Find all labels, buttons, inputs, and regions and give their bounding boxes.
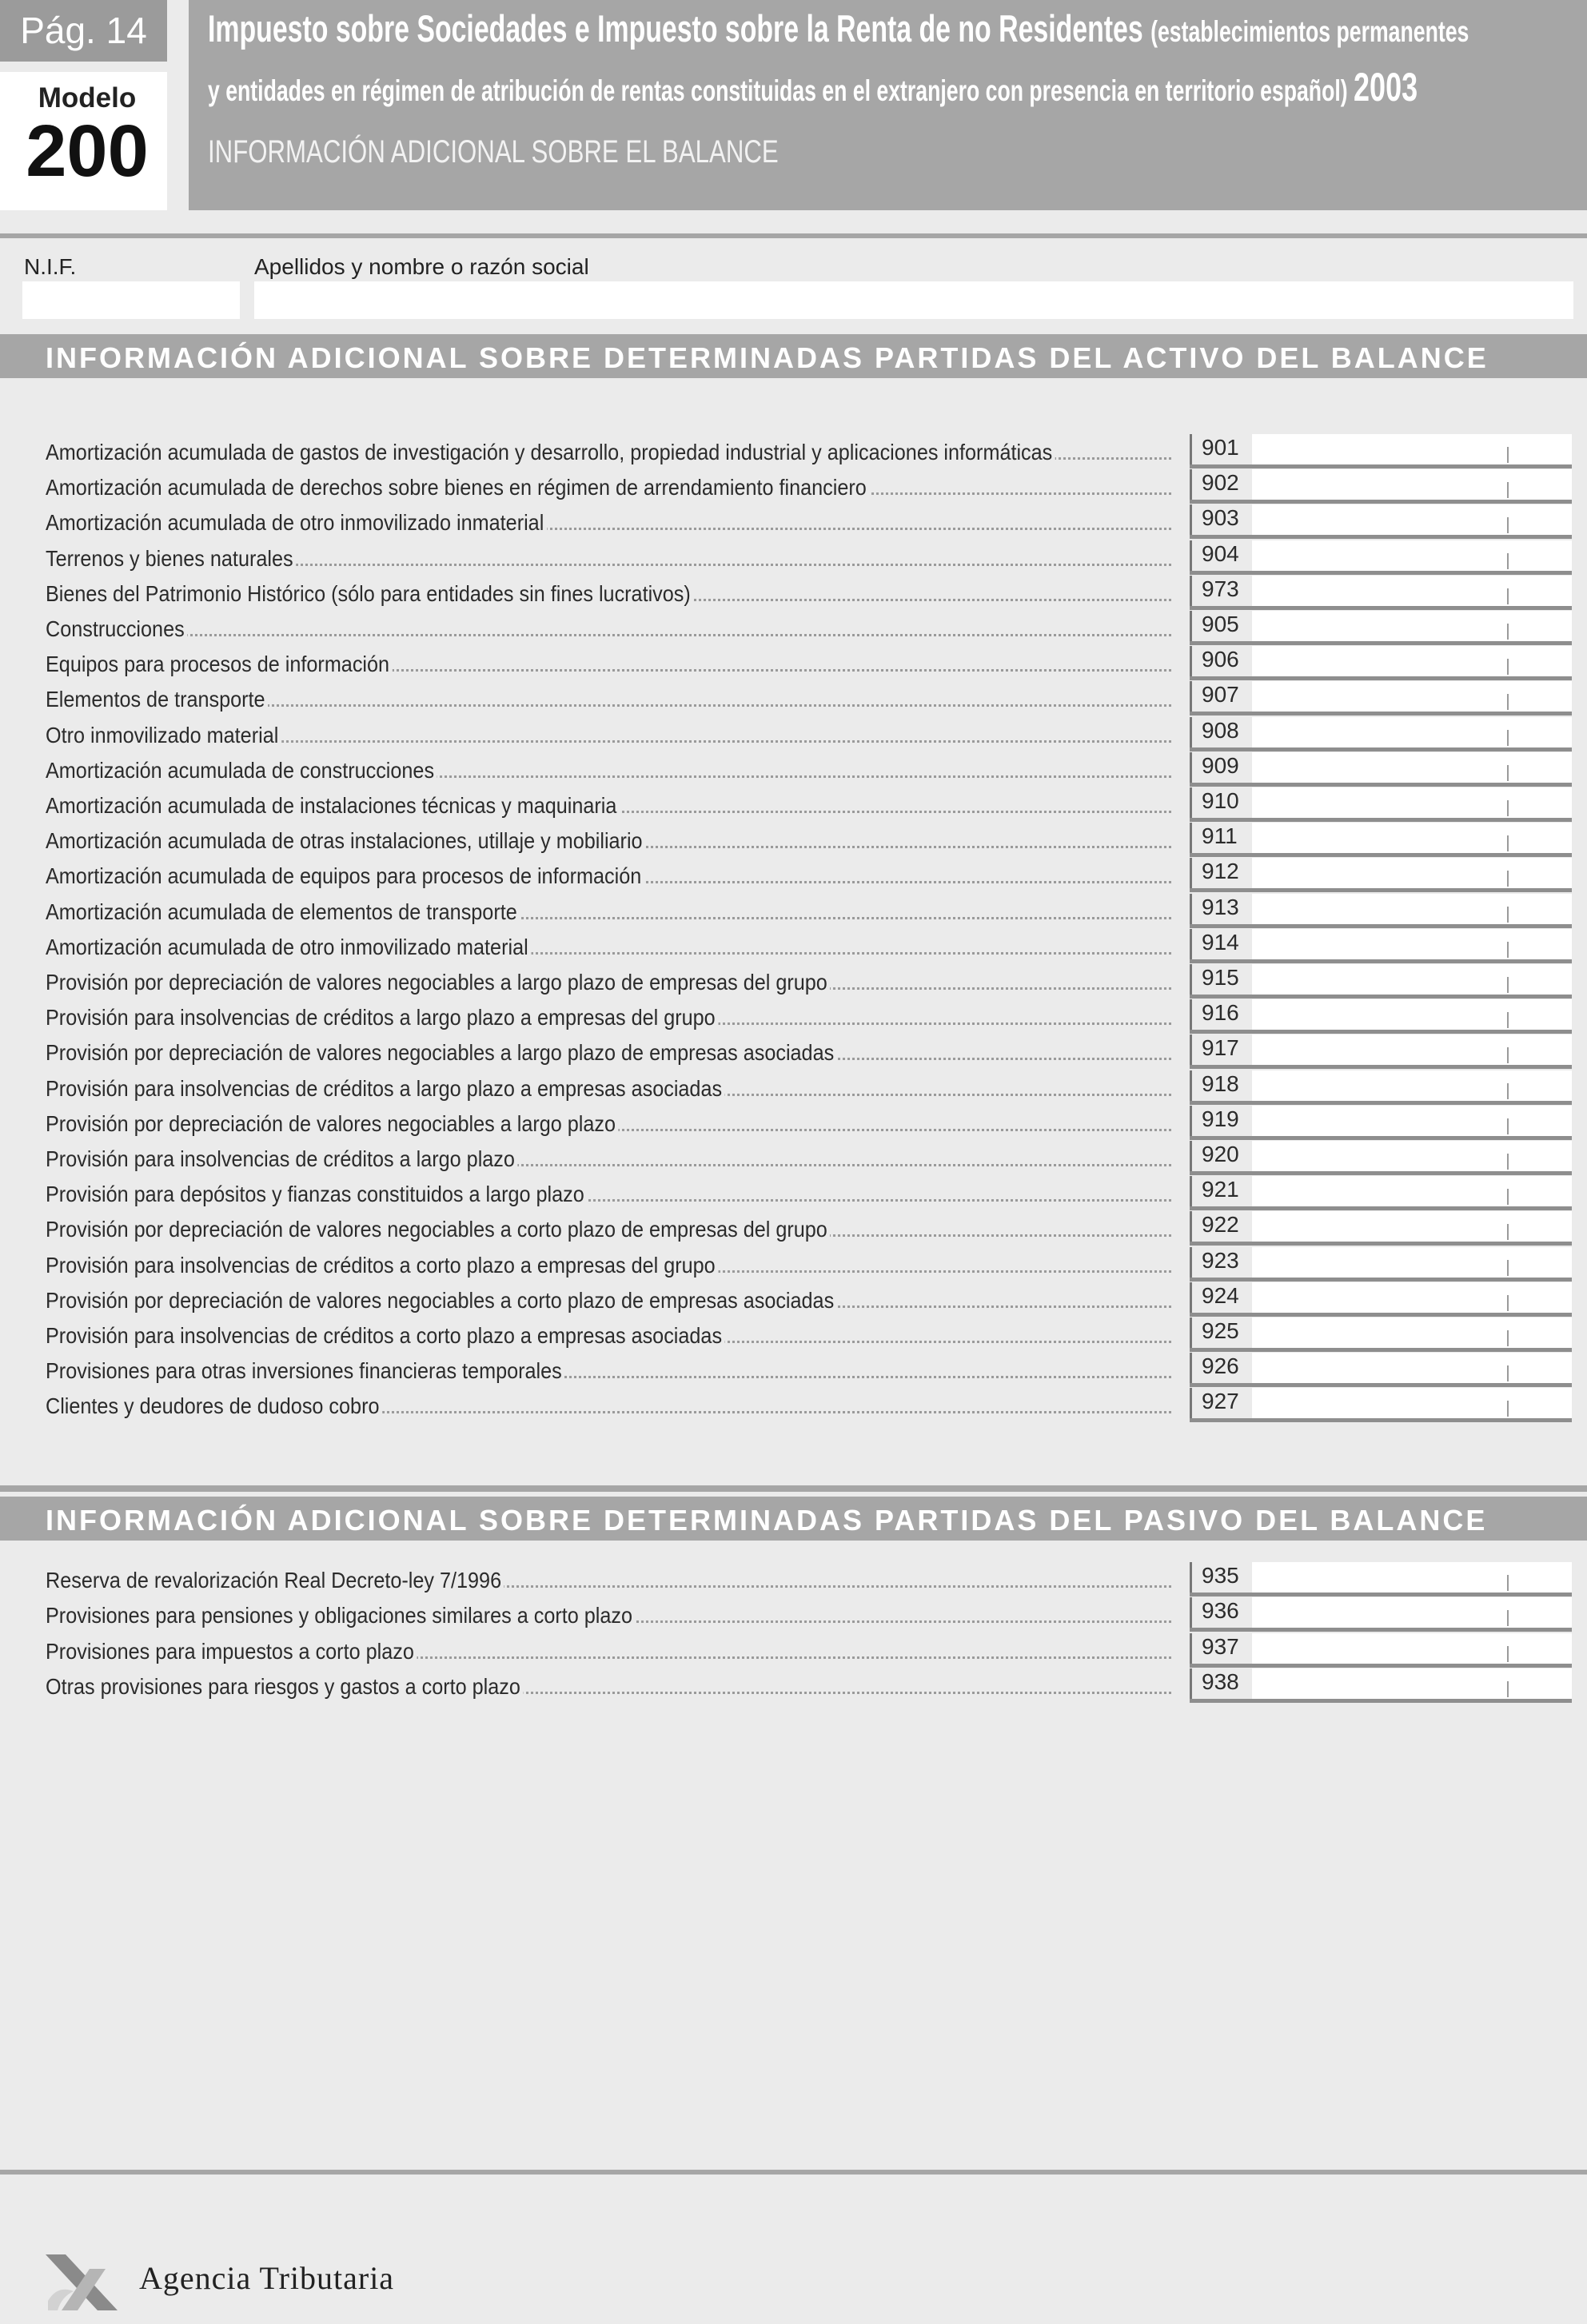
row-label [46,1604,1171,1628]
amount-field[interactable] [1252,1353,1572,1387]
decimal-tick [1507,1610,1509,1626]
row-label [46,476,1171,500]
box-code-underline [1190,1030,1252,1034]
box-code-underline [1190,924,1252,928]
box-code: 935 [1190,1562,1240,1593]
model-label: Modelo [38,82,137,114]
row-label-text: Otras provisiones para riesgos y gastos a corto plazo [46,1675,523,1699]
box-code-underline [1190,464,1252,468]
row-label-text: Provisión para insolvencias de créditos a corto plazo a empresas del grupo [46,1254,718,1278]
box-code: 973 [1190,576,1240,606]
box-code: 919 [1190,1106,1240,1136]
amount-field[interactable] [1252,469,1572,504]
box-code-underline [1190,1593,1252,1597]
decimal-tick [1507,659,1509,675]
box-code: 926 [1190,1353,1240,1383]
box-code-underline [1190,995,1252,999]
row-label-text: Provisión por depreciación de valores negociables a largo plazo de empresas asociadas [46,1041,837,1065]
box-code-underline [1190,747,1252,751]
amount-field[interactable] [1252,717,1572,751]
row-label [46,864,1171,888]
box-code: 912 [1190,858,1240,888]
decimal-tick [1507,624,1509,640]
row-label-text: Provisiones para otras inversiones financieras temporales [46,1359,564,1383]
amount-field[interactable] [1252,576,1572,610]
row-label-text: Provisión para insolvencias de créditos a largo plazo a empresas del grupo [46,1006,718,1030]
row-label [46,1077,1171,1101]
amount-field[interactable] [1252,1633,1572,1668]
row-label [46,1254,1171,1278]
form-row [0,1599,1587,1634]
row-label [46,1147,1171,1171]
row-label [46,582,1171,606]
row-label [46,1112,1171,1136]
decimal-tick [1507,482,1509,498]
form-row [0,824,1587,859]
activo-section-title: INFORMACIÓN ADICIONAL SOBRE DETERMINADAS PARTIDAS DEL ACTIVO DEL BALANCE [46,341,1489,374]
box-code: 918 [1190,1070,1240,1101]
row-label [46,440,1171,464]
row-label-text: Amortización acumulada de otro inmovilizado inmaterial [46,511,547,535]
box-code: 909 [1190,752,1240,783]
box-code-underline [1190,712,1252,716]
amount-field[interactable] [1252,1034,1572,1069]
decimal-tick [1507,1012,1509,1028]
footer-divider [0,2170,1587,2175]
row-label-text: Amortización acumulada de equipos para procesos de información [46,864,644,888]
row-label [46,1218,1171,1242]
decimal-tick [1507,517,1509,533]
box-code-underline [1190,1278,1252,1282]
row-label [46,1041,1171,1065]
decimal-tick [1507,1154,1509,1170]
amount-field[interactable] [1252,504,1572,539]
box-code: 915 [1190,964,1240,995]
box-code: 937 [1190,1633,1240,1664]
row-label-text: Amortización acumulada de gastos de investigación y desarrollo, propiedad industrial y aplicaciones informáticas [46,440,1055,464]
form-row [0,1142,1587,1178]
decimal-tick [1507,1047,1509,1063]
box-code-underline [1190,818,1252,822]
amount-field[interactable] [1252,681,1572,716]
form-row [0,1635,1587,1670]
form-title-continuation: y entidades en régimen de atribución de rentas constituidas en el extranjero con presencia en territorio español) [208,74,1348,107]
row-label [46,900,1171,924]
form-row [0,1564,1587,1599]
form-year: 2003 [1354,65,1418,110]
amount-field[interactable] [1252,611,1572,645]
row-label [46,511,1171,535]
form-row [0,966,1587,1001]
amount-field[interactable] [1252,858,1572,892]
decimal-tick [1507,942,1509,958]
form-row [0,683,1587,718]
row-label-text: Amortización acumulada de elementos de transporte [46,900,520,924]
row-label [46,1324,1171,1348]
row-label-text: Amortización acumulada de otro inmovilizado material [46,935,531,959]
form-title-line2 [208,64,1418,110]
box-code: 907 [1190,681,1240,712]
row-label [46,1640,1171,1664]
amount-field[interactable] [1252,1597,1572,1632]
row-label-text: Amortización acumulada de derechos sobre bienes en régimen de arrendamiento financiero [46,476,869,500]
row-label-text: Amortización acumulada de otras instalaciones, utillaje y mobiliario [46,829,645,853]
box-code: 911 [1190,823,1240,853]
decimal-tick [1507,1083,1509,1099]
row-label [46,617,1171,641]
row-label-text: Provisiones para impuestos a corto plazo [46,1640,417,1664]
box-code-underline [1190,500,1252,504]
form-row [0,859,1587,895]
nif-field[interactable] [22,281,240,319]
pasivo-section-title: INFORMACIÓN ADICIONAL SOBRE DETERMINADAS PARTIDAS DEL PASIVO DEL BALANCE [46,1504,1488,1537]
agencia-tributaria-logo-icon [42,2253,122,2313]
decimal-tick [1507,1646,1509,1662]
decimal-tick [1507,1189,1509,1205]
form-row [0,1213,1587,1248]
box-code-underline [1190,1065,1252,1069]
decimal-tick [1507,1365,1509,1381]
form-row [0,471,1587,506]
box-code: 910 [1190,787,1240,818]
box-code-underline [1190,783,1252,787]
decimal-tick [1507,977,1509,993]
decimal-tick [1507,1681,1509,1697]
form-row [0,1001,1587,1036]
form-row [0,789,1587,824]
box-code-underline [1190,571,1252,575]
box-code-underline [1190,1383,1252,1387]
name-field[interactable] [254,281,1573,319]
row-label [46,935,1171,959]
decimal-tick [1507,1224,1509,1240]
box-code-underline [1190,1348,1252,1352]
form-row [0,931,1587,966]
page-number: Pág. 14 [20,10,147,51]
row-label-text: Provisión para insolvencias de créditos a corto plazo a empresas asociadas [46,1324,725,1348]
form-title-paren: (establecimientos permanentes [1150,15,1469,48]
amount-field[interactable] [1252,1388,1572,1422]
row-label [46,1394,1171,1418]
agency-name: Agencia Tributaria [139,2260,395,2296]
form-row [0,648,1587,683]
amount-field[interactable] [1252,434,1572,468]
amount-field[interactable] [1252,964,1572,999]
box-code: 914 [1190,929,1240,959]
row-label-text: Clientes y deudores de dudoso cobro [46,1394,382,1418]
box-code: 905 [1190,611,1240,641]
decimal-tick [1507,447,1509,463]
box-code-underline [1190,535,1252,539]
box-code: 913 [1190,894,1240,924]
box-code-underline [1190,1101,1252,1105]
box-code-underline [1190,888,1252,892]
box-code-underline [1190,641,1252,645]
row-label-text: Provisión para depósitos y fianzas constituidos a largo plazo [46,1182,587,1206]
decimal-tick [1507,765,1509,781]
amount-field[interactable] [1252,1106,1572,1140]
box-code: 921 [1190,1176,1240,1206]
box-code: 917 [1190,1034,1240,1065]
box-code-underline [1190,1136,1252,1140]
box-code: 916 [1190,999,1240,1030]
box-code-underline [1190,606,1252,610]
amount-field[interactable] [1252,1176,1572,1210]
row-label [46,1675,1171,1699]
amount-field[interactable] [1252,1562,1572,1597]
box-code-underline [1190,959,1252,963]
row-label [46,688,1171,712]
row-label-text: Elementos de transporte [46,688,268,712]
row-label [46,1569,1171,1593]
box-code-underline [1190,1206,1252,1210]
decimal-tick [1507,871,1509,887]
row-label-text: Provisión por depreciación de valores negociables a largo plazo [46,1112,619,1136]
form-title [208,6,1469,50]
row-label-text: Provisiones para pensiones y obligaciones similares a corto plazo [46,1604,636,1628]
row-label [46,724,1171,747]
decimal-tick [1507,1575,1509,1591]
form-row [0,506,1587,541]
row-label-text: Amortización acumulada de instalaciones técnicas y maquinaria [46,794,620,818]
form-row [0,1389,1587,1425]
form-row [0,754,1587,789]
amount-field[interactable] [1252,1317,1572,1352]
decimal-tick [1507,553,1509,569]
box-code: 902 [1190,469,1240,500]
model-number: 200 [26,110,149,192]
form-subtitle: INFORMACIÓN ADICIONAL SOBRE EL BALANCE [208,134,779,169]
row-label-text: Reserva de revalorización Real Decreto-ley 7/1996 [46,1569,504,1593]
row-label-text: Amortización acumulada de construcciones [46,759,437,783]
row-label [46,547,1171,571]
decimal-tick [1507,730,1509,746]
box-code: 901 [1190,434,1240,464]
form-row [0,1319,1587,1354]
decimal-tick [1507,1401,1509,1417]
row-label [46,1182,1171,1206]
box-code-underline [1190,853,1252,857]
row-label [46,1289,1171,1313]
decimal-tick [1507,588,1509,604]
form-row [0,895,1587,931]
form-row [0,1107,1587,1142]
form-row [0,1670,1587,1705]
pasivo-top-rule [0,1485,1587,1492]
amount-field[interactable] [1252,894,1572,928]
decimal-tick [1507,1295,1509,1311]
box-code-underline [1190,1664,1252,1668]
box-code: 925 [1190,1317,1240,1348]
box-code: 908 [1190,717,1240,747]
box-code: 927 [1190,1388,1240,1418]
box-code-underline [1190,1171,1252,1175]
box-code: 920 [1190,1141,1240,1171]
box-code: 903 [1190,504,1240,535]
row-label-text: Terrenos y bienes naturales [46,547,296,571]
decimal-tick [1507,694,1509,710]
amount-field[interactable] [1252,1282,1572,1317]
box-code: 924 [1190,1282,1240,1313]
form-row [0,719,1587,754]
decimal-tick [1507,1118,1509,1134]
box-code-underline [1190,1699,1252,1703]
amount-field[interactable] [1252,929,1572,963]
form-row [0,577,1587,612]
row-label [46,1359,1171,1383]
row-label [46,829,1171,853]
amount-field[interactable] [1252,1070,1572,1105]
amount-field[interactable] [1252,646,1572,680]
amount-field[interactable] [1252,787,1572,822]
amount-field[interactable] [1252,540,1572,575]
box-code: 922 [1190,1211,1240,1242]
box-code-underline [1190,1242,1252,1246]
box-code-underline [1190,676,1252,680]
row-label [46,759,1171,783]
row-label-text: Bienes del Patrimonio Histórico (sólo para entidades sin fines lucrativos) [46,582,693,606]
nif-label: N.I.F. [24,254,77,279]
box-code: 936 [1190,1597,1240,1628]
box-code-underline [1190,1418,1252,1422]
form-row [0,1036,1587,1071]
decimal-tick [1507,1330,1509,1346]
header-divider [0,233,1587,238]
amount-field[interactable] [1252,1211,1572,1246]
row-label-text: Provisión por depreciación de valores negociables a corto plazo de empresas asociadas [46,1289,837,1313]
row-label [46,1006,1171,1030]
row-label [46,652,1171,676]
form-row [0,612,1587,648]
row-label-text: Construcciones [46,617,187,641]
amount-field[interactable] [1252,823,1572,857]
row-label-text: Otro inmovilizado material [46,724,281,747]
amount-field[interactable] [1252,999,1572,1034]
form-row [0,1284,1587,1319]
leader-dots [46,634,1171,636]
box-code: 904 [1190,540,1240,571]
form-row [0,1354,1587,1389]
form-row [0,1072,1587,1107]
decimal-tick [1507,907,1509,923]
row-label-text: Provisión por depreciación de valores negociables a corto plazo de empresas del grupo [46,1218,830,1242]
row-label-text: Provisión por depreciación de valores negociables a largo plazo de empresas del grupo [46,971,830,995]
row-label-text: Provisión para insolvencias de créditos a largo plazo a empresas asociadas [46,1077,725,1101]
form-row [0,436,1587,471]
amount-field[interactable] [1252,1141,1572,1175]
name-label: Apellidos y nombre o razón social [254,254,589,279]
row-label [46,794,1171,818]
form-row [0,1249,1587,1284]
box-code: 938 [1190,1668,1240,1699]
row-label-text: Provisión para insolvencias de créditos a largo plazo [46,1147,518,1171]
form-row [0,1178,1587,1213]
amount-field[interactable] [1252,1668,1572,1703]
decimal-tick [1507,1260,1509,1276]
row-label [46,971,1171,995]
amount-field[interactable] [1252,1247,1572,1282]
amount-field[interactable] [1252,752,1572,787]
box-code: 923 [1190,1247,1240,1278]
decimal-tick [1507,800,1509,816]
decimal-tick [1507,835,1509,851]
box-code: 906 [1190,646,1240,676]
row-label-text: Equipos para procesos de información [46,652,393,676]
form-row [0,542,1587,577]
box-code-underline [1190,1628,1252,1632]
form-title-main: Impuesto sobre Sociedades e Impuesto sobre la Renta de no Residentes [208,7,1143,50]
box-code-underline [1190,1313,1252,1317]
